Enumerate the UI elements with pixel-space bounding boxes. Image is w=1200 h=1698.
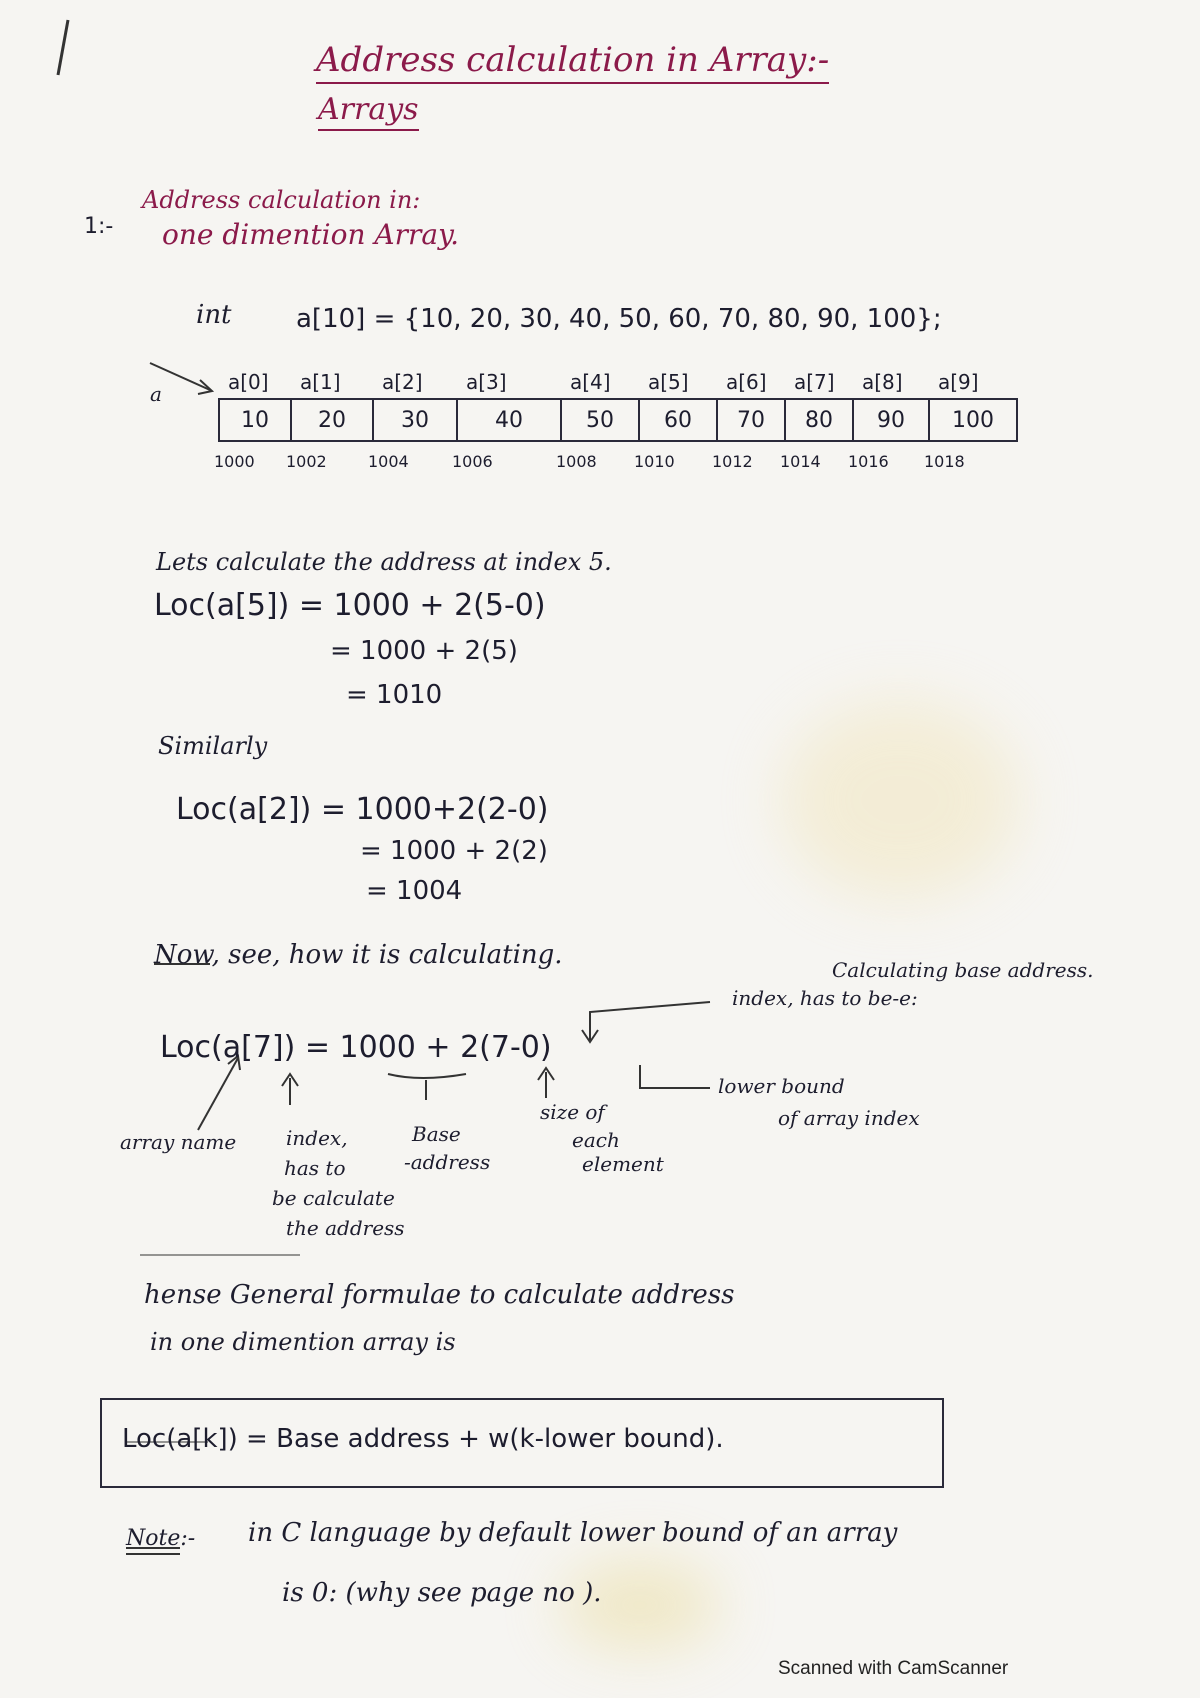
calc5-line2: = 1000 + 2(5)	[330, 636, 518, 666]
page-title: Address calculation in Array:-	[316, 40, 829, 80]
array-index-header: a[3]	[466, 370, 507, 394]
array-address: 1018	[924, 452, 965, 471]
array-index-header: a[1]	[300, 370, 341, 394]
now-text: Now, see, how it is calculating.	[154, 940, 563, 970]
hence-line1: hense General formulae to calculate address	[144, 1280, 735, 1310]
label-lower-bound-1: lower bound	[718, 1074, 845, 1098]
label-size-2: each	[572, 1128, 620, 1152]
array-address: 1006	[452, 452, 493, 471]
array-cell: 80	[786, 400, 854, 440]
label-index-2: has to	[284, 1156, 346, 1180]
note-line2: is 0: (why see page no ).	[282, 1578, 602, 1608]
array-address: 1010	[634, 452, 675, 471]
array-cell: 30	[374, 400, 458, 440]
label-size-1: size of	[540, 1100, 605, 1124]
array-cell: 100	[952, 407, 994, 433]
array-cell: 50	[562, 400, 640, 440]
label-index-be: index, has to be-e:	[732, 986, 918, 1010]
array-index-header: a[7]	[794, 370, 835, 394]
hence-line2: in one dimention array is	[150, 1328, 456, 1356]
array-address: 1016	[848, 452, 889, 471]
array-index-header: a[0]	[228, 370, 269, 394]
section-heading-line1: Address calculation in:	[142, 186, 421, 214]
array-index-header: a[8]	[862, 370, 903, 394]
array-address: 1012	[712, 452, 753, 471]
note-label: Note:-	[126, 1526, 196, 1551]
calc2-line3: = 1004	[366, 876, 463, 906]
array-index-header: a[2]	[382, 370, 423, 394]
array-cell: 60	[640, 400, 718, 440]
array-index-header: a[6]	[726, 370, 767, 394]
declaration-type: int	[196, 300, 232, 330]
array-index-header: a[5]	[648, 370, 689, 394]
array-index-header: a[4]	[570, 370, 611, 394]
calc5-line1: Loc(a[5]) = 1000 + 2(5-0)	[154, 588, 546, 623]
array-address: 1004	[368, 452, 409, 471]
label-size-3: element	[582, 1152, 664, 1176]
array-address: 1014	[780, 452, 821, 471]
array-index-header: a[9]	[938, 370, 979, 394]
calc5-line3: = 1010	[346, 680, 443, 710]
array-cell: 20	[292, 400, 374, 440]
section-number: 1:-	[84, 214, 114, 239]
array-name-label: a	[150, 382, 162, 406]
label-array-name: array name	[120, 1130, 237, 1154]
label-index-3: be calculate	[272, 1186, 395, 1210]
calc7-formula: Loc(a[7]) = 1000 + 2(7-0)	[160, 1030, 552, 1065]
array-address: 1002	[286, 452, 327, 471]
general-formula: Loc(a[k]) = Base address + w(k-lower bound).	[122, 1424, 724, 1454]
array-address: 1008	[556, 452, 597, 471]
label-base-1: Base	[412, 1122, 461, 1146]
calc2-intro: Similarly	[158, 732, 268, 760]
array-cell: 40	[458, 400, 562, 440]
array-diagram	[218, 398, 1018, 442]
calc2-line2: = 1000 + 2(2)	[360, 836, 548, 866]
note-line1: in C language by default lower bound of an array	[248, 1518, 898, 1548]
array-cell: 90	[854, 400, 930, 440]
array-address: 1000	[214, 452, 255, 471]
array-cell: 10	[220, 400, 292, 440]
calc2-line1: Loc(a[2]) = 1000+2(2-0)	[176, 792, 549, 827]
label-base-2: -address	[404, 1150, 491, 1174]
array-cell: 70	[718, 400, 786, 440]
label-index-1: index,	[286, 1126, 348, 1150]
calc5-intro: Lets calculate the address at index 5.	[156, 548, 612, 576]
scanner-watermark: Scanned with CamScanner	[778, 1658, 1009, 1679]
declaration-code: a[10] = {10, 20, 30, 40, 50, 60, 70, 80, 90, 100};	[296, 304, 942, 334]
label-index-4: the address	[286, 1216, 405, 1240]
label-calculating-base: Calculating base address.	[832, 958, 1094, 982]
label-lower-bound-2: of array index	[778, 1106, 920, 1130]
page-subtitle: Arrays	[318, 92, 419, 127]
section-heading-line2: one dimention Array.	[162, 218, 460, 251]
